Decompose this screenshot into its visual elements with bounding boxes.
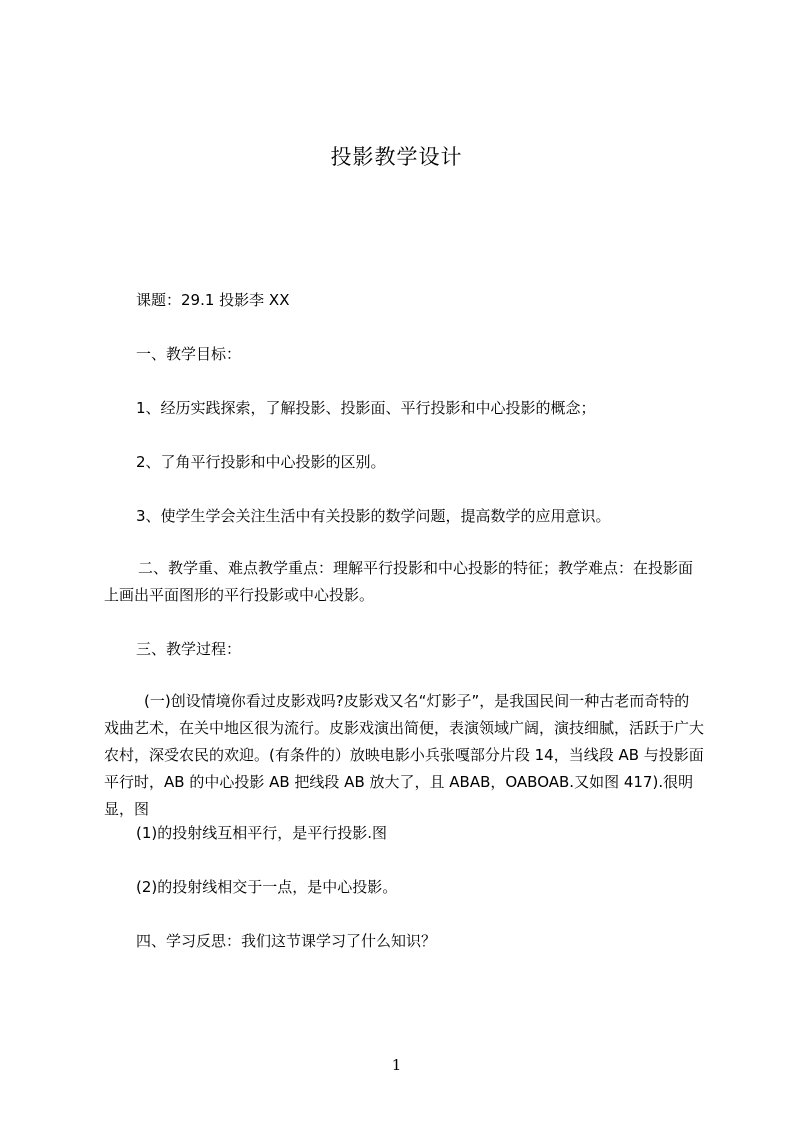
paragraph-key-points: 二、教学重、难点教学重点：理解平行投影和中心投影的特征；教学难点：在投影面上画出平面图形的平行投影或中心投影。 xyxy=(104,559,694,604)
paragraph-topic: 课题：29.1 投影李 XX xyxy=(136,291,290,309)
page-number: 1 xyxy=(391,1056,402,1074)
paragraph-process-intro: (一)创设情境你看过皮影戏吗?皮影戏又名“灯影子”，是我国民间一种古老而奇特的戏曲艺术，在关中地区很为流行。皮影戏演出简便，表演领域广阔，演技细腻，活跃于广大农村，深受农民的欢迎。(有条件的）放映电影小兵张嘎部分片段 14，当线段 AB 与投影面平行时，AB 的中心投影 AB 把线段 AB 放大了，且 ABAB，OABOAB.又如图 417).很明显，图 xyxy=(104,692,705,818)
paragraph-goal-3: 3、使学生学会关注生活中有关投影的数学问题，提高数学的应用意识。 xyxy=(136,507,611,525)
paragraph-reflection: 四、学习反思：我们这节课学习了什么知识？ xyxy=(136,932,437,950)
paragraph-figure-2: (2)的投射线相交于一点，是中心投影。 xyxy=(136,878,398,896)
paragraph-goal-1: 1、经历实践探索，了解投影、投影面、平行投影和中心投影的概念； xyxy=(136,399,596,417)
paragraph-section-process: 三、教学过程： xyxy=(136,640,242,658)
paragraph-section-goals: 一、教学目标： xyxy=(136,345,242,363)
paragraph-figure-1: (1)的投射线互相平行，是平行投影.图 xyxy=(136,824,388,842)
paragraph-goal-2: 2、了角平行投影和中心投影的区别。 xyxy=(136,453,386,471)
document-title: 投影教学设计 xyxy=(330,145,463,169)
